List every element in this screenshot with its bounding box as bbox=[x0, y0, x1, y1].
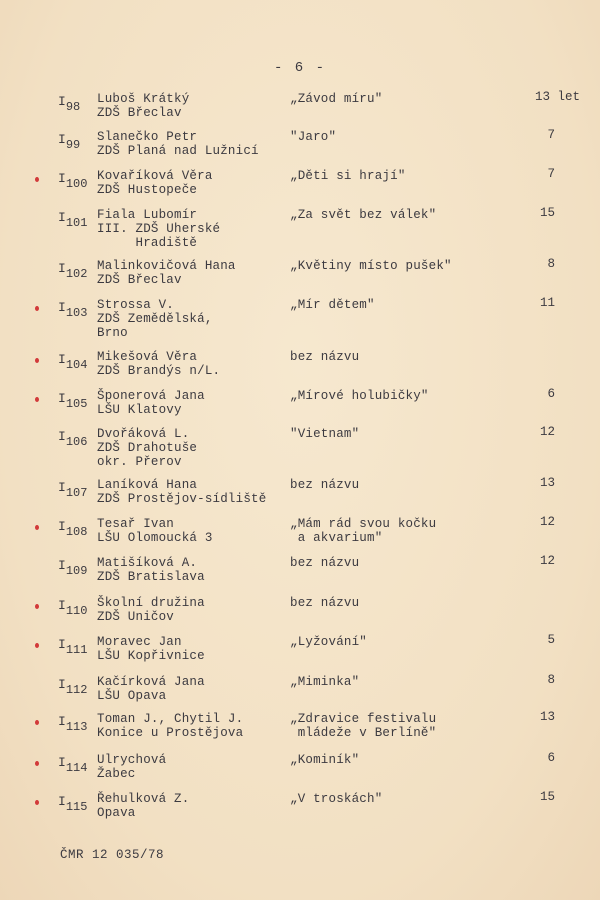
entry-code bbox=[58, 677, 88, 697]
entry-row bbox=[0, 208, 600, 248]
entry-author-school: Řehulková Z. Opava bbox=[97, 792, 190, 820]
red-check-mark bbox=[35, 761, 39, 766]
entry-author-school: Kačírková Jana LŠU Opava bbox=[97, 675, 205, 703]
entry-code-number: 110 bbox=[65, 604, 88, 618]
entry-code-letter: I bbox=[58, 132, 66, 147]
entry-title: „V troskách" bbox=[290, 792, 383, 806]
entry-age: 5 bbox=[547, 633, 555, 647]
entry-author-school: Ulrychová Žabec bbox=[97, 753, 167, 781]
red-check-mark bbox=[35, 397, 39, 402]
entry-code-number: 113 bbox=[65, 720, 88, 734]
entry-age: 11 bbox=[539, 296, 555, 310]
entry-title: „Mír dětem" bbox=[290, 298, 375, 312]
entry-age: 7 bbox=[547, 167, 555, 181]
entry-row bbox=[0, 389, 600, 429]
red-check-mark bbox=[35, 643, 39, 648]
entry-code-letter: I bbox=[58, 794, 66, 809]
entry-row bbox=[0, 675, 600, 715]
entry-author-school: Šponerová Jana LŠU Klatovy bbox=[97, 389, 205, 417]
entry-code-number: 112 bbox=[65, 683, 88, 697]
entry-author-school: Tesař Ivan LŠU Olomoucká 3 bbox=[97, 517, 213, 545]
entry-code-number: 107 bbox=[65, 486, 88, 500]
footer-reference: ČMR 12 035/78 bbox=[60, 848, 165, 862]
entry-code bbox=[58, 171, 88, 191]
entry-code bbox=[58, 391, 88, 411]
entry-age: 13 bbox=[539, 710, 555, 724]
entry-row bbox=[0, 169, 600, 209]
entry-code-letter: I bbox=[58, 210, 66, 225]
entry-code-number: 106 bbox=[65, 435, 88, 449]
entry-author-school: Kovaříková Věra ZDŠ Hustopeče bbox=[97, 169, 213, 197]
entry-age: 8 bbox=[547, 257, 555, 271]
entry-row bbox=[0, 130, 600, 170]
entry-row bbox=[0, 712, 600, 752]
entry-code bbox=[58, 637, 88, 657]
entry-code-letter: I bbox=[58, 480, 66, 495]
entry-title: bez názvu bbox=[290, 596, 360, 610]
entry-code-letter: I bbox=[58, 391, 66, 406]
entry-title: bez názvu bbox=[290, 478, 360, 492]
entry-row bbox=[0, 517, 600, 557]
entry-code-letter: I bbox=[58, 558, 66, 573]
entry-code bbox=[58, 519, 88, 539]
entry-author-school: Dvořáková L. ZDŠ Drahotuše okr. Přerov bbox=[97, 427, 198, 469]
entry-code-number: 103 bbox=[65, 306, 88, 320]
entry-code-number: 100 bbox=[65, 177, 88, 191]
entry-row bbox=[0, 427, 600, 467]
entry-age: 15 bbox=[539, 206, 555, 220]
entry-code bbox=[58, 714, 88, 734]
entry-age: 12 bbox=[539, 515, 555, 529]
entry-author-school: Toman J., Chytil J. Konice u Prostějova bbox=[97, 712, 244, 740]
red-check-mark bbox=[35, 800, 39, 805]
entry-author-school: Školní družina ZDŠ Uničov bbox=[97, 596, 205, 624]
entry-author-school: Moravec Jan LŠU Kopřivnice bbox=[97, 635, 205, 663]
entry-author-school: Mikešová Věra ZDŠ Brandýs n/L. bbox=[97, 350, 221, 378]
entry-code bbox=[58, 755, 88, 775]
entry-code bbox=[58, 352, 88, 372]
entry-age: 13 let bbox=[535, 90, 581, 104]
entry-code bbox=[58, 598, 88, 618]
entry-title: "Vietnam" bbox=[290, 427, 360, 441]
entry-code-number: 114 bbox=[65, 761, 88, 775]
entry-code-letter: I bbox=[58, 519, 66, 534]
entry-code-letter: I bbox=[58, 352, 66, 367]
entry-age: 12 bbox=[539, 554, 555, 568]
entry-code-number: 115 bbox=[65, 800, 88, 814]
entry-row bbox=[0, 92, 600, 132]
red-check-mark bbox=[35, 604, 39, 609]
entry-code-letter: I bbox=[58, 714, 66, 729]
entry-title: "Jaro" bbox=[290, 130, 337, 144]
entry-age: 15 bbox=[539, 790, 555, 804]
entry-title: „Mám rád svou kočku a akvarium" bbox=[290, 517, 437, 545]
entry-age: 6 bbox=[547, 751, 555, 765]
entry-age: 8 bbox=[547, 673, 555, 687]
entry-title: „Děti si hrají" bbox=[290, 169, 406, 183]
entry-row bbox=[0, 298, 600, 338]
entry-code bbox=[58, 261, 88, 281]
red-check-mark bbox=[35, 177, 39, 182]
entry-author-school: Matišíková A. ZDŠ Bratislava bbox=[97, 556, 205, 584]
entry-code-number: 111 bbox=[65, 643, 88, 657]
entry-code-letter: I bbox=[58, 429, 66, 444]
entry-row bbox=[0, 635, 600, 675]
entry-code-letter: I bbox=[58, 598, 66, 613]
entry-code-number: 102 bbox=[65, 267, 88, 281]
entry-title: „Kominík" bbox=[290, 753, 360, 767]
entry-code bbox=[58, 300, 88, 320]
entry-code-letter: I bbox=[58, 677, 66, 692]
entry-title: „Lyžování" bbox=[290, 635, 368, 649]
entry-code-letter: I bbox=[58, 171, 66, 186]
entry-age: 12 bbox=[539, 425, 555, 439]
entry-code bbox=[58, 210, 88, 230]
entry-row bbox=[0, 753, 600, 793]
entry-row bbox=[0, 596, 600, 636]
entry-title: „Květiny místo pušek" bbox=[290, 259, 452, 273]
entry-code-number: 105 bbox=[65, 397, 88, 411]
entry-row bbox=[0, 556, 600, 596]
entry-code-number: 99 bbox=[65, 138, 81, 152]
entry-author-school: Slanečko Petr ZDŠ Planá nad Lužnicí bbox=[97, 130, 259, 158]
entry-code-letter: I bbox=[58, 300, 66, 315]
red-check-mark bbox=[35, 358, 39, 363]
entry-code bbox=[58, 558, 88, 578]
entry-code-number: 101 bbox=[65, 216, 88, 230]
entry-code-letter: I bbox=[58, 94, 66, 109]
red-check-mark bbox=[35, 720, 39, 725]
entry-row bbox=[0, 792, 600, 832]
entry-author-school: Strossa V. ZDŠ Zemědělská, Brno bbox=[97, 298, 213, 340]
entry-author-school: Malinkovičová Hana ZDŠ Břeclav bbox=[97, 259, 236, 287]
entry-title: bez názvu bbox=[290, 556, 360, 570]
entry-code-number: 104 bbox=[65, 358, 88, 372]
entry-code-letter: I bbox=[58, 755, 66, 770]
entry-code-number: 109 bbox=[65, 564, 88, 578]
entry-author-school: Laníková Hana ZDŠ Prostějov-sídliště bbox=[97, 478, 267, 506]
entry-code bbox=[58, 94, 81, 114]
entry-title: „Mírové holubičky" bbox=[290, 389, 429, 403]
entry-title: „Zdravice festivalu mládeže v Berlíně" bbox=[290, 712, 437, 740]
entry-row bbox=[0, 259, 600, 299]
entry-title: bez názvu bbox=[290, 350, 360, 364]
entry-code-number: 98 bbox=[65, 100, 81, 114]
entry-code-number: 108 bbox=[65, 525, 88, 539]
entry-code bbox=[58, 429, 88, 449]
red-check-mark bbox=[35, 525, 39, 530]
entry-row bbox=[0, 350, 600, 390]
entry-age: 7 bbox=[547, 128, 555, 142]
entry-code bbox=[58, 132, 81, 152]
entry-code bbox=[58, 794, 88, 814]
entry-code-letter: I bbox=[58, 261, 66, 276]
entry-code bbox=[58, 480, 88, 500]
entry-author-school: Luboš Krátký ZDŠ Břeclav bbox=[97, 92, 190, 120]
entry-age: 13 bbox=[539, 476, 555, 490]
page-number: - 6 - bbox=[273, 60, 326, 76]
entry-row bbox=[0, 478, 600, 518]
entry-title: „Závod míru" bbox=[290, 92, 383, 106]
red-check-mark bbox=[35, 306, 39, 311]
entry-code-letter: I bbox=[58, 637, 66, 652]
entry-title: „Miminka" bbox=[290, 675, 360, 689]
entry-author-school: Fiala Lubomír III. ZDŠ Uherské Hradiště bbox=[97, 208, 221, 250]
entry-title: „Za svět bez válek" bbox=[290, 208, 437, 222]
entry-age: 6 bbox=[547, 387, 555, 401]
